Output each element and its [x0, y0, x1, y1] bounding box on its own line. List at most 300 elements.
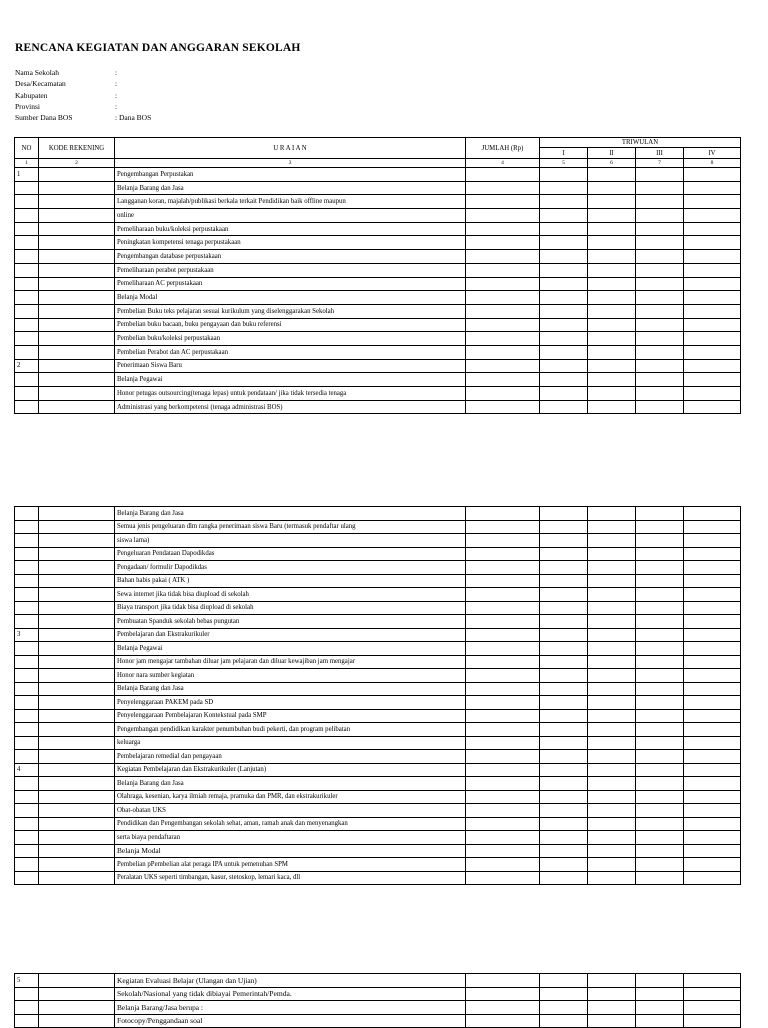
row-q3 — [636, 682, 684, 696]
row-q4 — [684, 400, 741, 414]
row-jumlah — [466, 387, 540, 401]
row-no — [15, 669, 39, 683]
row-kode — [39, 777, 115, 791]
row-q3 — [636, 373, 684, 387]
row-kode — [39, 655, 115, 669]
row-kode — [39, 359, 115, 373]
row-jumlah — [466, 831, 540, 845]
table-row — [15, 777, 741, 791]
col-number: 6 — [588, 159, 636, 168]
row-kode — [39, 222, 115, 236]
row-no — [15, 534, 39, 548]
row-uraian: Olahraga, kesenian, karya ilmiah remaja, pramuka dan PMR, dan ekstrakurikuler — [115, 790, 466, 804]
row-kode — [39, 209, 115, 223]
row-q2 — [588, 790, 636, 804]
table-row — [15, 400, 741, 414]
row-q3 — [636, 547, 684, 561]
row-no — [15, 222, 39, 236]
row-q4 — [684, 277, 741, 291]
table-row — [15, 359, 741, 373]
row-jumlah — [466, 400, 540, 414]
row-q3 — [636, 696, 684, 710]
table-row — [15, 277, 741, 291]
row-q4 — [684, 263, 741, 277]
row-no — [15, 561, 39, 575]
row-kode — [39, 547, 115, 561]
col-number: 1 — [15, 159, 39, 168]
row-q4 — [684, 601, 741, 615]
row-jumlah — [466, 723, 540, 737]
row-q2 — [588, 250, 636, 264]
row-q3 — [636, 588, 684, 602]
table-row — [15, 858, 741, 872]
row-q1 — [540, 682, 588, 696]
row-q4 — [684, 736, 741, 750]
col-triwulan-header: TRIWULAN — [540, 138, 741, 148]
row-no — [15, 615, 39, 629]
table-row — [15, 291, 741, 305]
table-row — [15, 561, 741, 575]
row-q4 — [684, 387, 741, 401]
row-uraian: Penyelenggaraan PAKEM pada SD — [115, 696, 466, 710]
row-q1 — [540, 561, 588, 575]
row-q3 — [636, 804, 684, 818]
row-kode — [39, 236, 115, 250]
row-no — [15, 400, 39, 414]
row-jumlah — [466, 736, 540, 750]
row-q1 — [540, 655, 588, 669]
row-uraian: Pemeliharaan buku/koleksi perpustakaan — [115, 222, 466, 236]
row-q4 — [684, 250, 741, 264]
row-q1 — [540, 318, 588, 332]
row-jumlah — [466, 263, 540, 277]
col-jumlah-header: JUMLAH (Rp) — [466, 138, 540, 159]
table-row — [15, 250, 741, 264]
row-no — [15, 1001, 39, 1015]
row-q4 — [684, 373, 741, 387]
row-kode — [39, 400, 115, 414]
row-jumlah — [466, 763, 540, 777]
row-q2 — [588, 750, 636, 764]
row-q2 — [588, 763, 636, 777]
row-q1 — [540, 696, 588, 710]
row-q3 — [636, 831, 684, 845]
col-number: 5 — [540, 159, 588, 168]
row-q2 — [588, 209, 636, 223]
row-q2 — [588, 777, 636, 791]
row-q4 — [684, 222, 741, 236]
row-kode — [39, 628, 115, 642]
row-q2 — [588, 804, 636, 818]
table-row — [15, 723, 741, 737]
row-q4 — [684, 628, 741, 642]
row-no — [15, 750, 39, 764]
row-q3 — [636, 777, 684, 791]
row-q3 — [636, 655, 684, 669]
row-q3 — [636, 750, 684, 764]
row-uraian: Belanja Barang/Jasa berupa : — [115, 1001, 466, 1015]
col-number: 8 — [684, 159, 741, 168]
table-row — [15, 304, 741, 318]
row-jumlah — [466, 236, 540, 250]
row-q1 — [540, 181, 588, 195]
row-uraian: Belanja Modal — [115, 291, 466, 305]
row-no — [15, 723, 39, 737]
row-jumlah — [466, 222, 540, 236]
row-uraian: Pemeliharaan AC perpustakaan — [115, 277, 466, 291]
row-uraian: Honor nara sumber kegiatan — [115, 669, 466, 683]
row-q2 — [588, 195, 636, 209]
row-q1 — [540, 831, 588, 845]
row-q3 — [636, 615, 684, 629]
row-q4 — [684, 655, 741, 669]
row-q2 — [588, 332, 636, 346]
row-q3 — [636, 277, 684, 291]
row-q3 — [636, 561, 684, 575]
row-kode — [39, 696, 115, 710]
info-value: : Dana BOS — [115, 113, 152, 123]
info-label: Kabupaten — [15, 90, 48, 100]
row-no — [15, 790, 39, 804]
row-q4 — [684, 574, 741, 588]
row-kode — [39, 987, 115, 1001]
row-no — [15, 844, 39, 858]
row-q1 — [540, 222, 588, 236]
row-no — [15, 277, 39, 291]
row-q4 — [684, 858, 741, 872]
row-jumlah — [466, 628, 540, 642]
row-q2 — [588, 642, 636, 656]
row-q4 — [684, 195, 741, 209]
table-row — [15, 520, 741, 534]
info-row — [15, 112, 151, 123]
row-q3 — [636, 642, 684, 656]
table-row — [15, 987, 741, 1001]
row-q4 — [684, 817, 741, 831]
row-kode — [39, 974, 115, 988]
row-q2 — [588, 669, 636, 683]
row-q4 — [684, 682, 741, 696]
row-q1 — [540, 642, 588, 656]
row-q3 — [636, 790, 684, 804]
row-q2 — [588, 263, 636, 277]
row-no — [15, 236, 39, 250]
row-uraian: Pembelian Buku teks pelajaran sesuai kurikulum yang diselenggarakan Sekolah — [115, 304, 466, 318]
row-kode — [39, 195, 115, 209]
row-uraian: Biaya transport jika tidak bisa diupload di sekolah — [115, 601, 466, 615]
row-q1 — [540, 628, 588, 642]
row-no — [15, 831, 39, 845]
row-no — [15, 507, 39, 521]
col-q4-header: IV — [684, 148, 741, 159]
row-no — [15, 574, 39, 588]
row-jumlah — [466, 601, 540, 615]
row-jumlah — [466, 209, 540, 223]
page-title: RENCANA KEGIATAN DAN ANGGARAN SEKOLAH — [15, 42, 301, 54]
table-row — [15, 642, 741, 656]
row-jumlah — [466, 804, 540, 818]
row-uraian: Belanja Pegawai — [115, 373, 466, 387]
row-uraian: Fotocopy/Penggandaan soal — [115, 1014, 466, 1028]
row-q4 — [684, 291, 741, 305]
row-kode — [39, 831, 115, 845]
row-kode — [39, 318, 115, 332]
info-row — [15, 78, 151, 89]
row-q2 — [588, 534, 636, 548]
row-q3 — [636, 304, 684, 318]
row-q1 — [540, 615, 588, 629]
row-q1 — [540, 263, 588, 277]
row-no — [15, 588, 39, 602]
row-no — [15, 250, 39, 264]
row-jumlah — [466, 507, 540, 521]
row-q2 — [588, 844, 636, 858]
table-row — [15, 804, 741, 818]
row-uraian: Pengembangan Perpustakan — [115, 168, 466, 182]
row-q2 — [588, 655, 636, 669]
row-q1 — [540, 669, 588, 683]
row-jumlah — [466, 987, 540, 1001]
row-jumlah — [466, 1014, 540, 1028]
table-row — [15, 332, 741, 346]
row-jumlah — [466, 291, 540, 305]
row-q4 — [684, 709, 741, 723]
row-jumlah — [466, 790, 540, 804]
row-q4 — [684, 520, 741, 534]
row-q1 — [540, 601, 588, 615]
row-q3 — [636, 387, 684, 401]
row-q2 — [588, 723, 636, 737]
col-number: 2 — [39, 159, 115, 168]
table-row — [15, 387, 741, 401]
row-q2 — [588, 304, 636, 318]
row-kode — [39, 277, 115, 291]
row-q2 — [588, 291, 636, 305]
row-q4 — [684, 763, 741, 777]
row-q4 — [684, 871, 741, 885]
row-kode — [39, 1014, 115, 1028]
row-q3 — [636, 628, 684, 642]
row-uraian: Belanja Barang dan Jasa — [115, 777, 466, 791]
row-q3 — [636, 209, 684, 223]
row-kode — [39, 181, 115, 195]
row-uraian: Pengembangan pendidikan karakter penumbuhan budi pekerti, dan program pelibatan — [115, 723, 466, 737]
row-q1 — [540, 1001, 588, 1015]
col-no-header: NO — [15, 138, 39, 159]
row-kode — [39, 332, 115, 346]
row-kode — [39, 709, 115, 723]
row-q3 — [636, 1014, 684, 1028]
row-jumlah — [466, 332, 540, 346]
row-kode — [39, 520, 115, 534]
table-row — [15, 263, 741, 277]
row-q1 — [540, 547, 588, 561]
row-uraian: Pengeluaran Pendataan Dapodikdas — [115, 547, 466, 561]
table-row — [15, 209, 741, 223]
row-uraian: Penyelenggaraan Pembelajaran Kontekstual pada SMP — [115, 709, 466, 723]
row-q2 — [588, 628, 636, 642]
row-jumlah — [466, 817, 540, 831]
row-uraian: Pembelajaran remedial dan pengayaan — [115, 750, 466, 764]
row-q1 — [540, 304, 588, 318]
table-row — [15, 373, 741, 387]
table-row — [15, 655, 741, 669]
info-row — [15, 67, 151, 78]
row-q1 — [540, 345, 588, 359]
col-uraian-header: U R A I A N — [115, 138, 466, 159]
row-kode — [39, 790, 115, 804]
row-q2 — [588, 709, 636, 723]
row-q4 — [684, 669, 741, 683]
row-q3 — [636, 291, 684, 305]
info-label: Nama Sekolah — [15, 68, 59, 77]
row-q2 — [588, 987, 636, 1001]
row-uraian: Kegiatan Pembelajaran dan Ekstrakurikuler (Lanjutan) — [115, 763, 466, 777]
row-q2 — [588, 400, 636, 414]
table-row — [15, 574, 741, 588]
row-kode — [39, 1001, 115, 1015]
row-q4 — [684, 777, 741, 791]
row-q3 — [636, 669, 684, 683]
row-q4 — [684, 1014, 741, 1028]
row-q1 — [540, 168, 588, 182]
row-q4 — [684, 696, 741, 710]
row-q3 — [636, 736, 684, 750]
row-q1 — [540, 332, 588, 346]
row-q2 — [588, 1001, 636, 1015]
row-jumlah — [466, 373, 540, 387]
row-q2 — [588, 181, 636, 195]
row-no — [15, 387, 39, 401]
row-uraian: Penerimaan Siswa Baru — [115, 359, 466, 373]
row-uraian: Sekolah/Nasional yang tidak dibiayai Pemerintah/Pemda. — [115, 987, 466, 1001]
row-jumlah — [466, 777, 540, 791]
row-q2 — [588, 547, 636, 561]
row-q3 — [636, 195, 684, 209]
row-q4 — [684, 209, 741, 223]
info-row — [15, 90, 151, 101]
row-no — [15, 209, 39, 223]
row-uraian: Belanja Pegawai — [115, 642, 466, 656]
col-q3-header: III — [636, 148, 684, 159]
row-q1 — [540, 804, 588, 818]
table-row — [15, 817, 741, 831]
row-q2 — [588, 831, 636, 845]
row-q1 — [540, 974, 588, 988]
col-number: 7 — [636, 159, 684, 168]
row-uraian: Pembelian buku bacaan, buku pengayaan dan buku referensi — [115, 318, 466, 332]
row-uraian: Pembelian Perabot dan AC perpustakaan — [115, 345, 466, 359]
row-q4 — [684, 615, 741, 629]
budget-table-part-1 — [14, 137, 741, 414]
row-jumlah — [466, 561, 540, 575]
row-q3 — [636, 345, 684, 359]
row-q2 — [588, 817, 636, 831]
row-q3 — [636, 817, 684, 831]
table-row — [15, 831, 741, 845]
row-uraian: Administrasi yang berkompetensi (tenaga administrasi BOS) — [115, 400, 466, 414]
table-row — [15, 750, 741, 764]
row-q1 — [540, 777, 588, 791]
row-uraian: Kegiatan Evaluasi Belajar (Ulangan dan Ujian) — [115, 974, 466, 988]
row-uraian: Sewa internet jika tidak bisa diupload di sekolah — [115, 588, 466, 602]
col-q1-header: I — [540, 148, 588, 159]
row-no — [15, 804, 39, 818]
row-q3 — [636, 222, 684, 236]
table-row — [15, 168, 741, 182]
row-q3 — [636, 332, 684, 346]
row-q4 — [684, 588, 741, 602]
row-q3 — [636, 858, 684, 872]
row-q1 — [540, 387, 588, 401]
row-jumlah — [466, 750, 540, 764]
row-jumlah — [466, 669, 540, 683]
row-q2 — [588, 858, 636, 872]
row-uraian: Belanja Barang dan Jasa — [115, 507, 466, 521]
row-kode — [39, 817, 115, 831]
row-q3 — [636, 236, 684, 250]
row-kode — [39, 588, 115, 602]
row-q3 — [636, 359, 684, 373]
row-q2 — [588, 373, 636, 387]
row-q1 — [540, 250, 588, 264]
row-q3 — [636, 763, 684, 777]
col-number: 4 — [466, 159, 540, 168]
row-q3 — [636, 844, 684, 858]
row-jumlah — [466, 588, 540, 602]
row-uraian: Bahan habis pakai ( ATK ) — [115, 574, 466, 588]
info-value: : — [115, 68, 118, 77]
row-q2 — [588, 520, 636, 534]
row-q4 — [684, 790, 741, 804]
info-value: : — [115, 101, 118, 111]
row-q1 — [540, 987, 588, 1001]
col-number: 3 — [115, 159, 466, 168]
row-no — [15, 858, 39, 872]
row-no — [15, 291, 39, 305]
row-q2 — [588, 696, 636, 710]
row-q4 — [684, 181, 741, 195]
row-no — [15, 709, 39, 723]
row-no — [15, 345, 39, 359]
row-kode — [39, 263, 115, 277]
row-no — [15, 777, 39, 791]
row-no — [15, 642, 39, 656]
row-jumlah — [466, 844, 540, 858]
row-jumlah — [466, 168, 540, 182]
row-no: 1 — [15, 168, 39, 182]
row-q3 — [636, 1001, 684, 1015]
row-q3 — [636, 400, 684, 414]
row-jumlah — [466, 1001, 540, 1015]
row-q1 — [540, 723, 588, 737]
row-q1 — [540, 763, 588, 777]
row-no — [15, 520, 39, 534]
row-uraian: keluarga — [115, 736, 466, 750]
row-uraian: Pengadaan/ formulir Dapodikdas — [115, 561, 466, 575]
row-q4 — [684, 534, 741, 548]
row-q3 — [636, 318, 684, 332]
row-no — [15, 655, 39, 669]
row-q1 — [540, 373, 588, 387]
row-q2 — [588, 387, 636, 401]
row-uraian: Pengembangan database perpustakaan — [115, 250, 466, 264]
budget-table-part-3 — [14, 973, 741, 1028]
row-kode — [39, 250, 115, 264]
row-kode — [39, 507, 115, 521]
row-uraian: Honor petugas outsourcing(tenaga lepas) untuk pendataan/ jika tidak tersedia tenaga — [115, 387, 466, 401]
row-uraian: Pembelian pPembelian alat peraga IPA untuk pemenuhan SPM — [115, 858, 466, 872]
